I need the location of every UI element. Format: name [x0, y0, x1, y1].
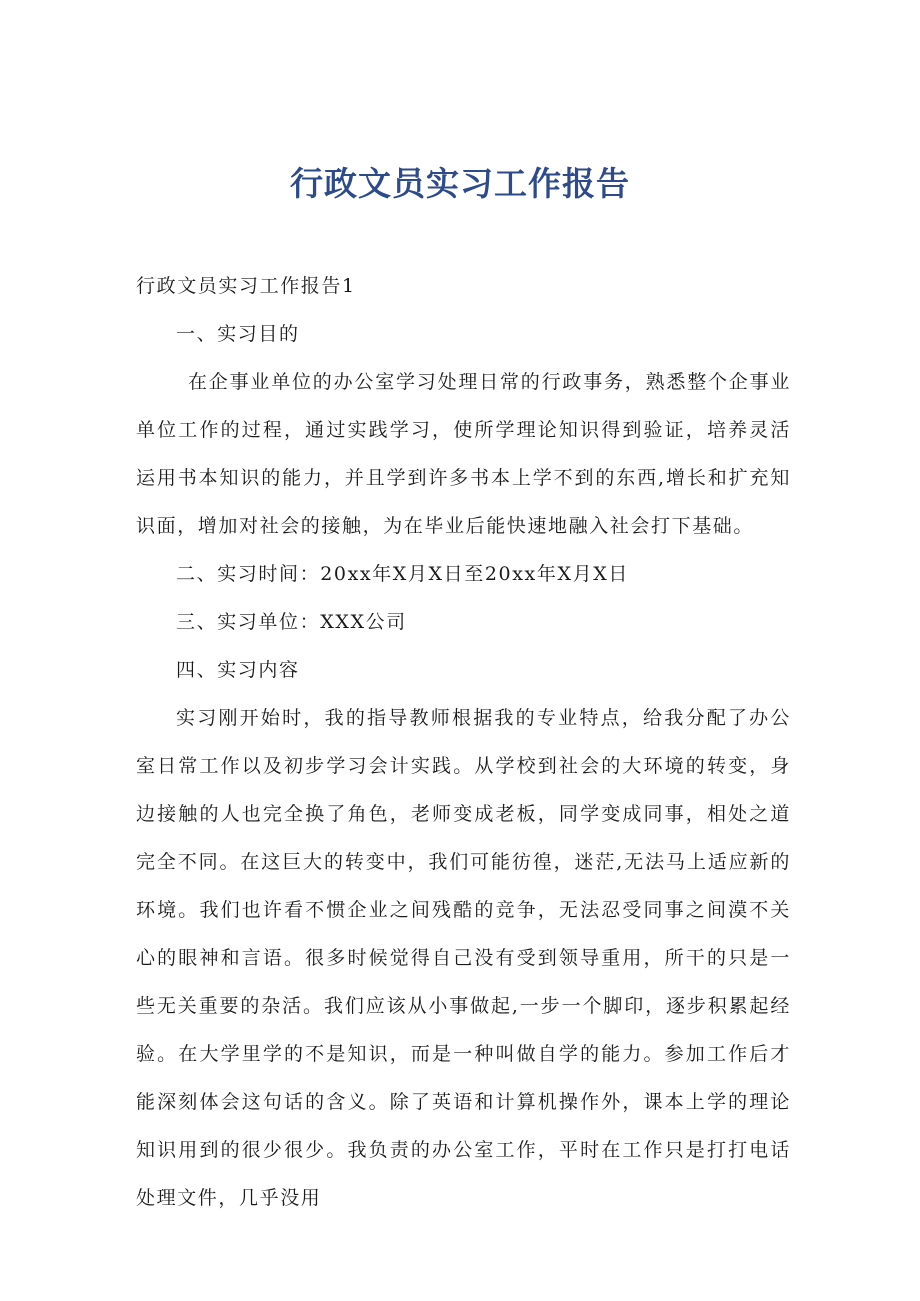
document-title: 行政文员实习工作报告: [290, 164, 630, 203]
report-subtitle: 行政文员实习工作报告1: [136, 275, 356, 297]
section-1-heading: 一、实习目的: [176, 323, 300, 345]
section-2-line: 二、实习时间：20xx年X月X日至20xx年X月X日: [176, 563, 629, 585]
document-body: [136, 262, 791, 1222]
section-4-paragraph: 实习刚开始时，我的指导教师根据我的专业特点，给我分配了办公室日常工作以及初步学习会计实践。从学校到社会的大环境的转变，身边接触的人也完全换了角色，老师变成老板，同学变成同事，相处之道完全不同。在这巨大的转变中，我们可能彷徨，迷茫,无法马上适应新的环境。我们也许看不惯企业之间残酷的竞争，无法忍受同事之间漠不关心的眼神和言语。很多时候觉得自己没有受到领导重用，所干的只是一些无关重要的杂活。我们应该从小事做起,一步一个脚印，逐步积累起经验。在大学里学的不是知识，而是一种叫做自学的能力。参加工作后才能深刻体会这句话的含义。除了英语和计算机操作外，课本上学的理论知识用到的很少很少。我负责的办公室工作，平时在工作只是打打电话处理文件，几乎没用: [136, 707, 791, 1209]
section-3-line: 三、实习单位：XXX公司: [176, 611, 407, 633]
section-1-paragraph: 在企事业单位的办公室学习处理日常的行政事务，熟悉整个企事业单位工作的过程，通过实践学习，使所学理论知识得到验证，培养灵活运用书本知识的能力，并且学到许多书本上学不到的东西,增长和扩充知识面，增加对社会的接触，为在毕业后能快速地融入社会打下基础。: [136, 371, 791, 537]
section-4-heading: 四、实习内容: [176, 659, 300, 681]
